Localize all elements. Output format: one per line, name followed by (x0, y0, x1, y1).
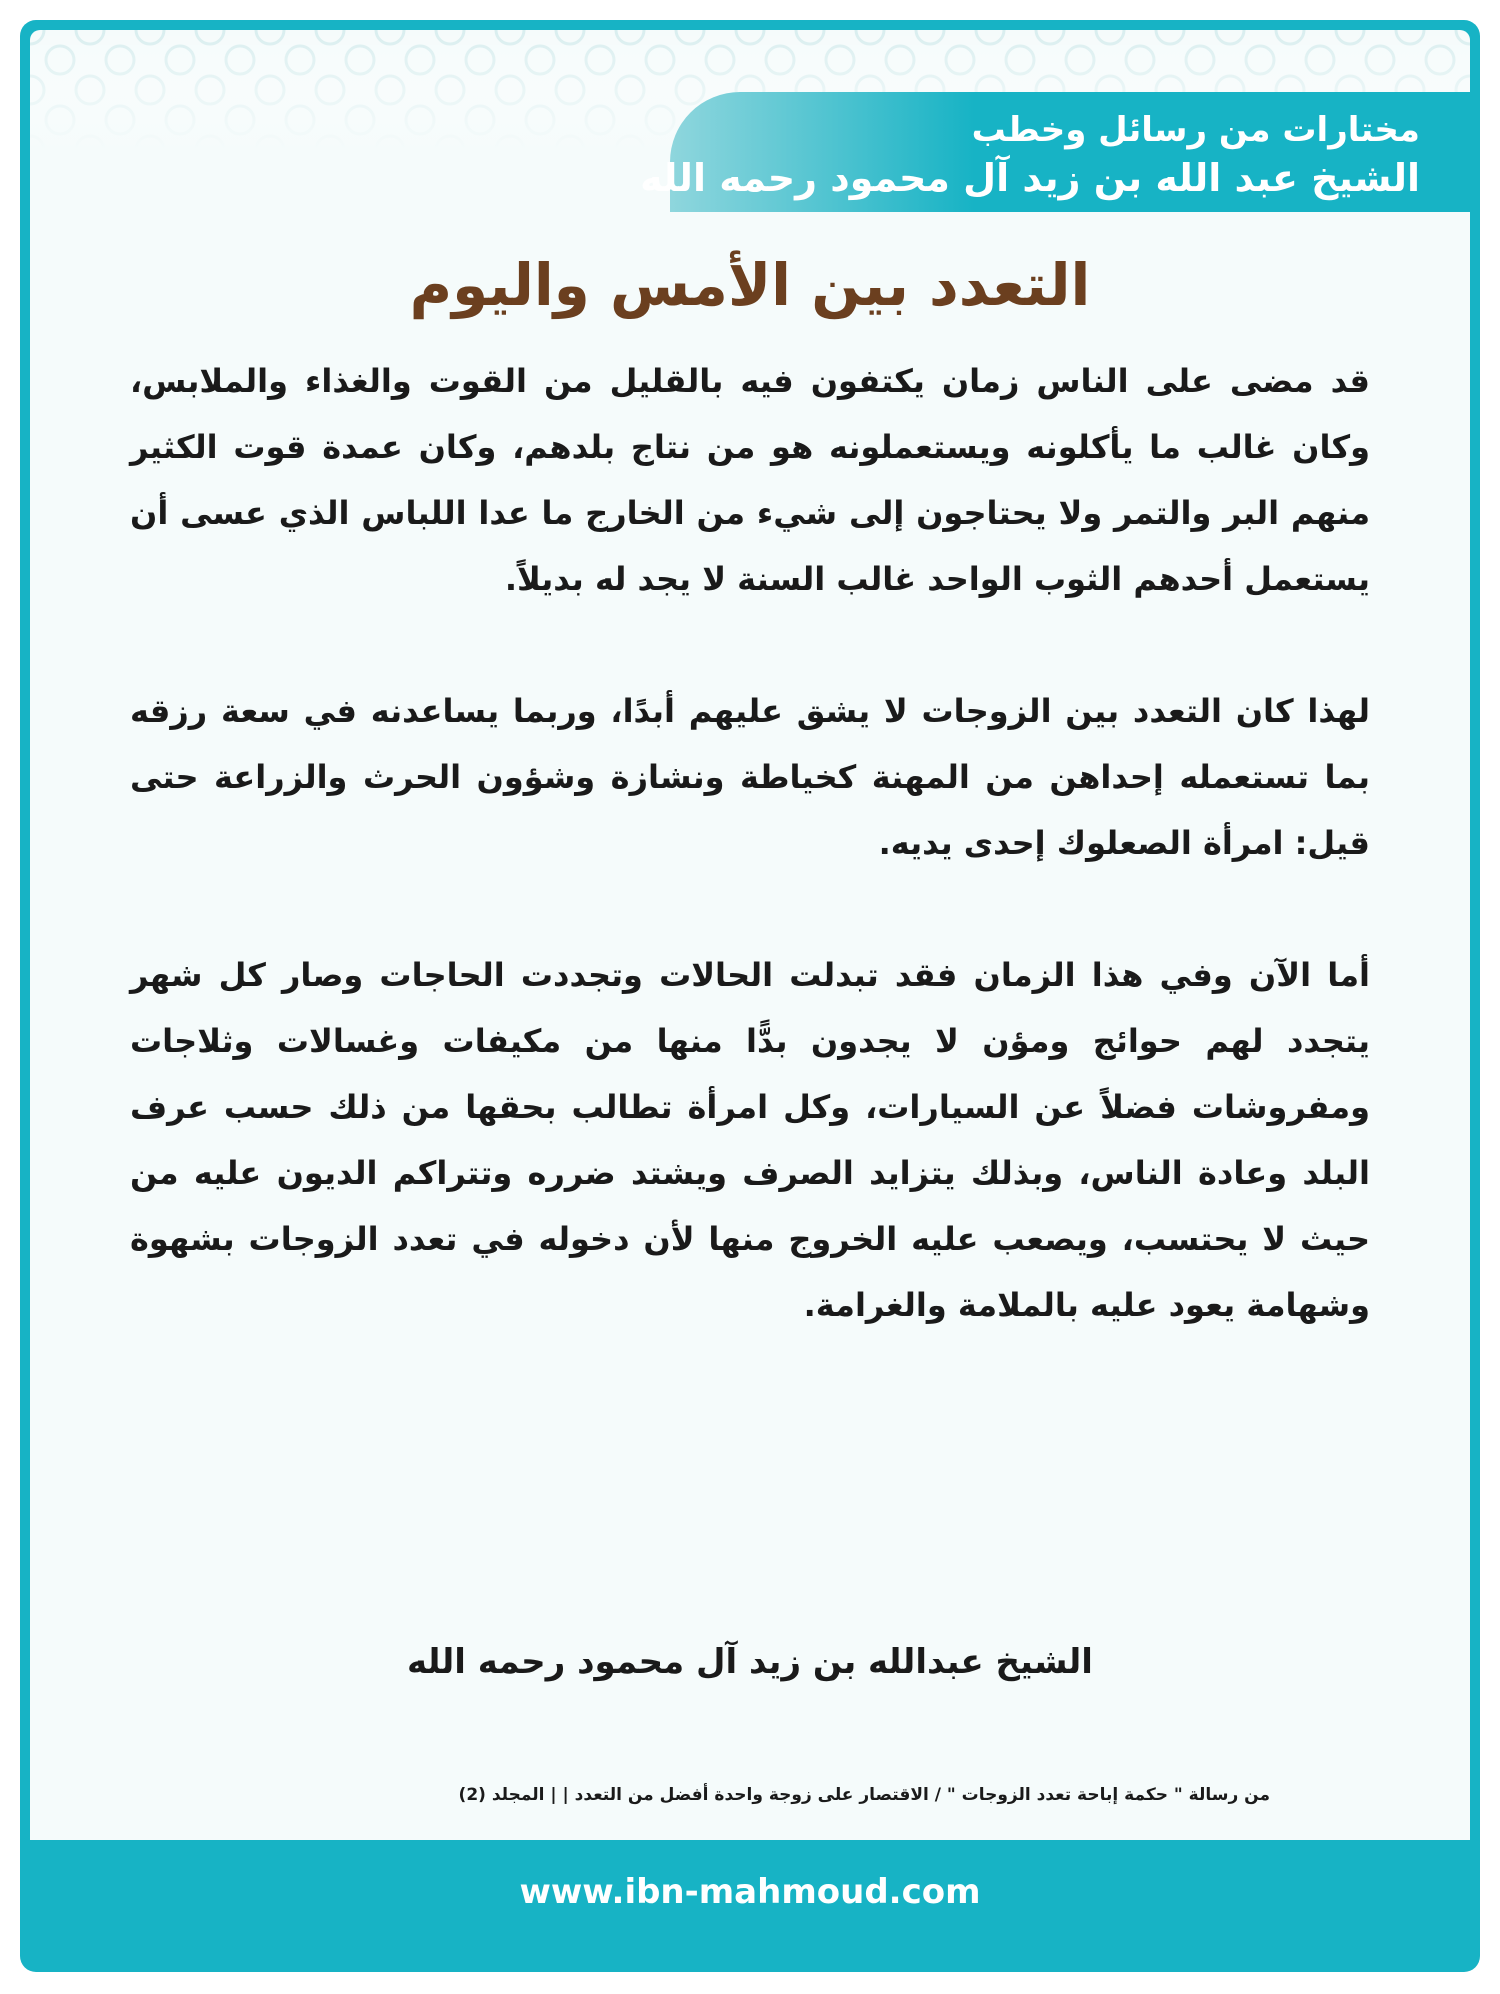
paragraph-3: أما الآن وفي هذا الزمان فقد تبدلت الحالات وتجددت الحاجات وصار كل شهر يتجدد لهم حوائج ومؤن لا يجدون بدًّا منها من مكيفات وغسالات وثلاجات ومفروشات فضلاً عن السيارات، وكل امرأة تطالب بحقها من ذلك حسب عرف البلد وعادة الناس، وبذلك يتزايد الصرف ويشتد ضرره وتتراكم الديون عليه من حيث لا يحتسب، ويصعب عليه الخروج منها لأن دخوله في تعدد الزوجات بشهوة وشهامة يعود عليه بالملامة والغرامة. (130, 956, 1370, 1324)
series-banner (640, 92, 1470, 212)
paragraph-1: قد مضى على الناس زمان يكتفون فيه بالقليل من القوت والغذاء والملابس، وكان غالب ما يأكلونه ويستعملونه هو من نتاج بلدهم، وكان عمدة قوت الكثير منهم البر والتمر ولا يحتاجون إلى شيء من الخارج ما عدا اللباس الذي عسى أن يستعمل أحدهم الثوب الواحد غالب السنة لا يجد له بديلاً. (130, 362, 1370, 598)
article-title: التعدد بين الأمس واليوم (409, 251, 1091, 319)
website-link[interactable]: www.ibn-mahmoud.com (519, 1872, 981, 1912)
paragraph-2: لهذا كان التعدد بين الزوجات لا يشق عليهم أبدًا، وربما يساعدنه في سعة رزقه بما تستعمله إحداهن من المهنة كخياطة ونشازة وشؤون الحرث والزراعة حتى قيل: امرأة الصعلوك إحدى يديه. (130, 692, 1370, 862)
series-title: مختارات من رسائل وخطب (971, 110, 1420, 150)
page-frame (20, 20, 1480, 1972)
author-signature: الشيخ عبدالله بن زيد آل محمود رحمه الله (407, 1642, 1093, 1682)
content-panel (30, 30, 1470, 1840)
article-body (130, 348, 1370, 1404)
source-citation: من رسالة " حكمة إباحة تعدد الزوجات " / الاقتصار على زوجة واحدة أفضل من التعدد | | المجلد (2) (458, 1785, 1270, 1805)
series-author: الشيخ عبد الله بن زيد آل محمود رحمه الله (640, 156, 1420, 200)
